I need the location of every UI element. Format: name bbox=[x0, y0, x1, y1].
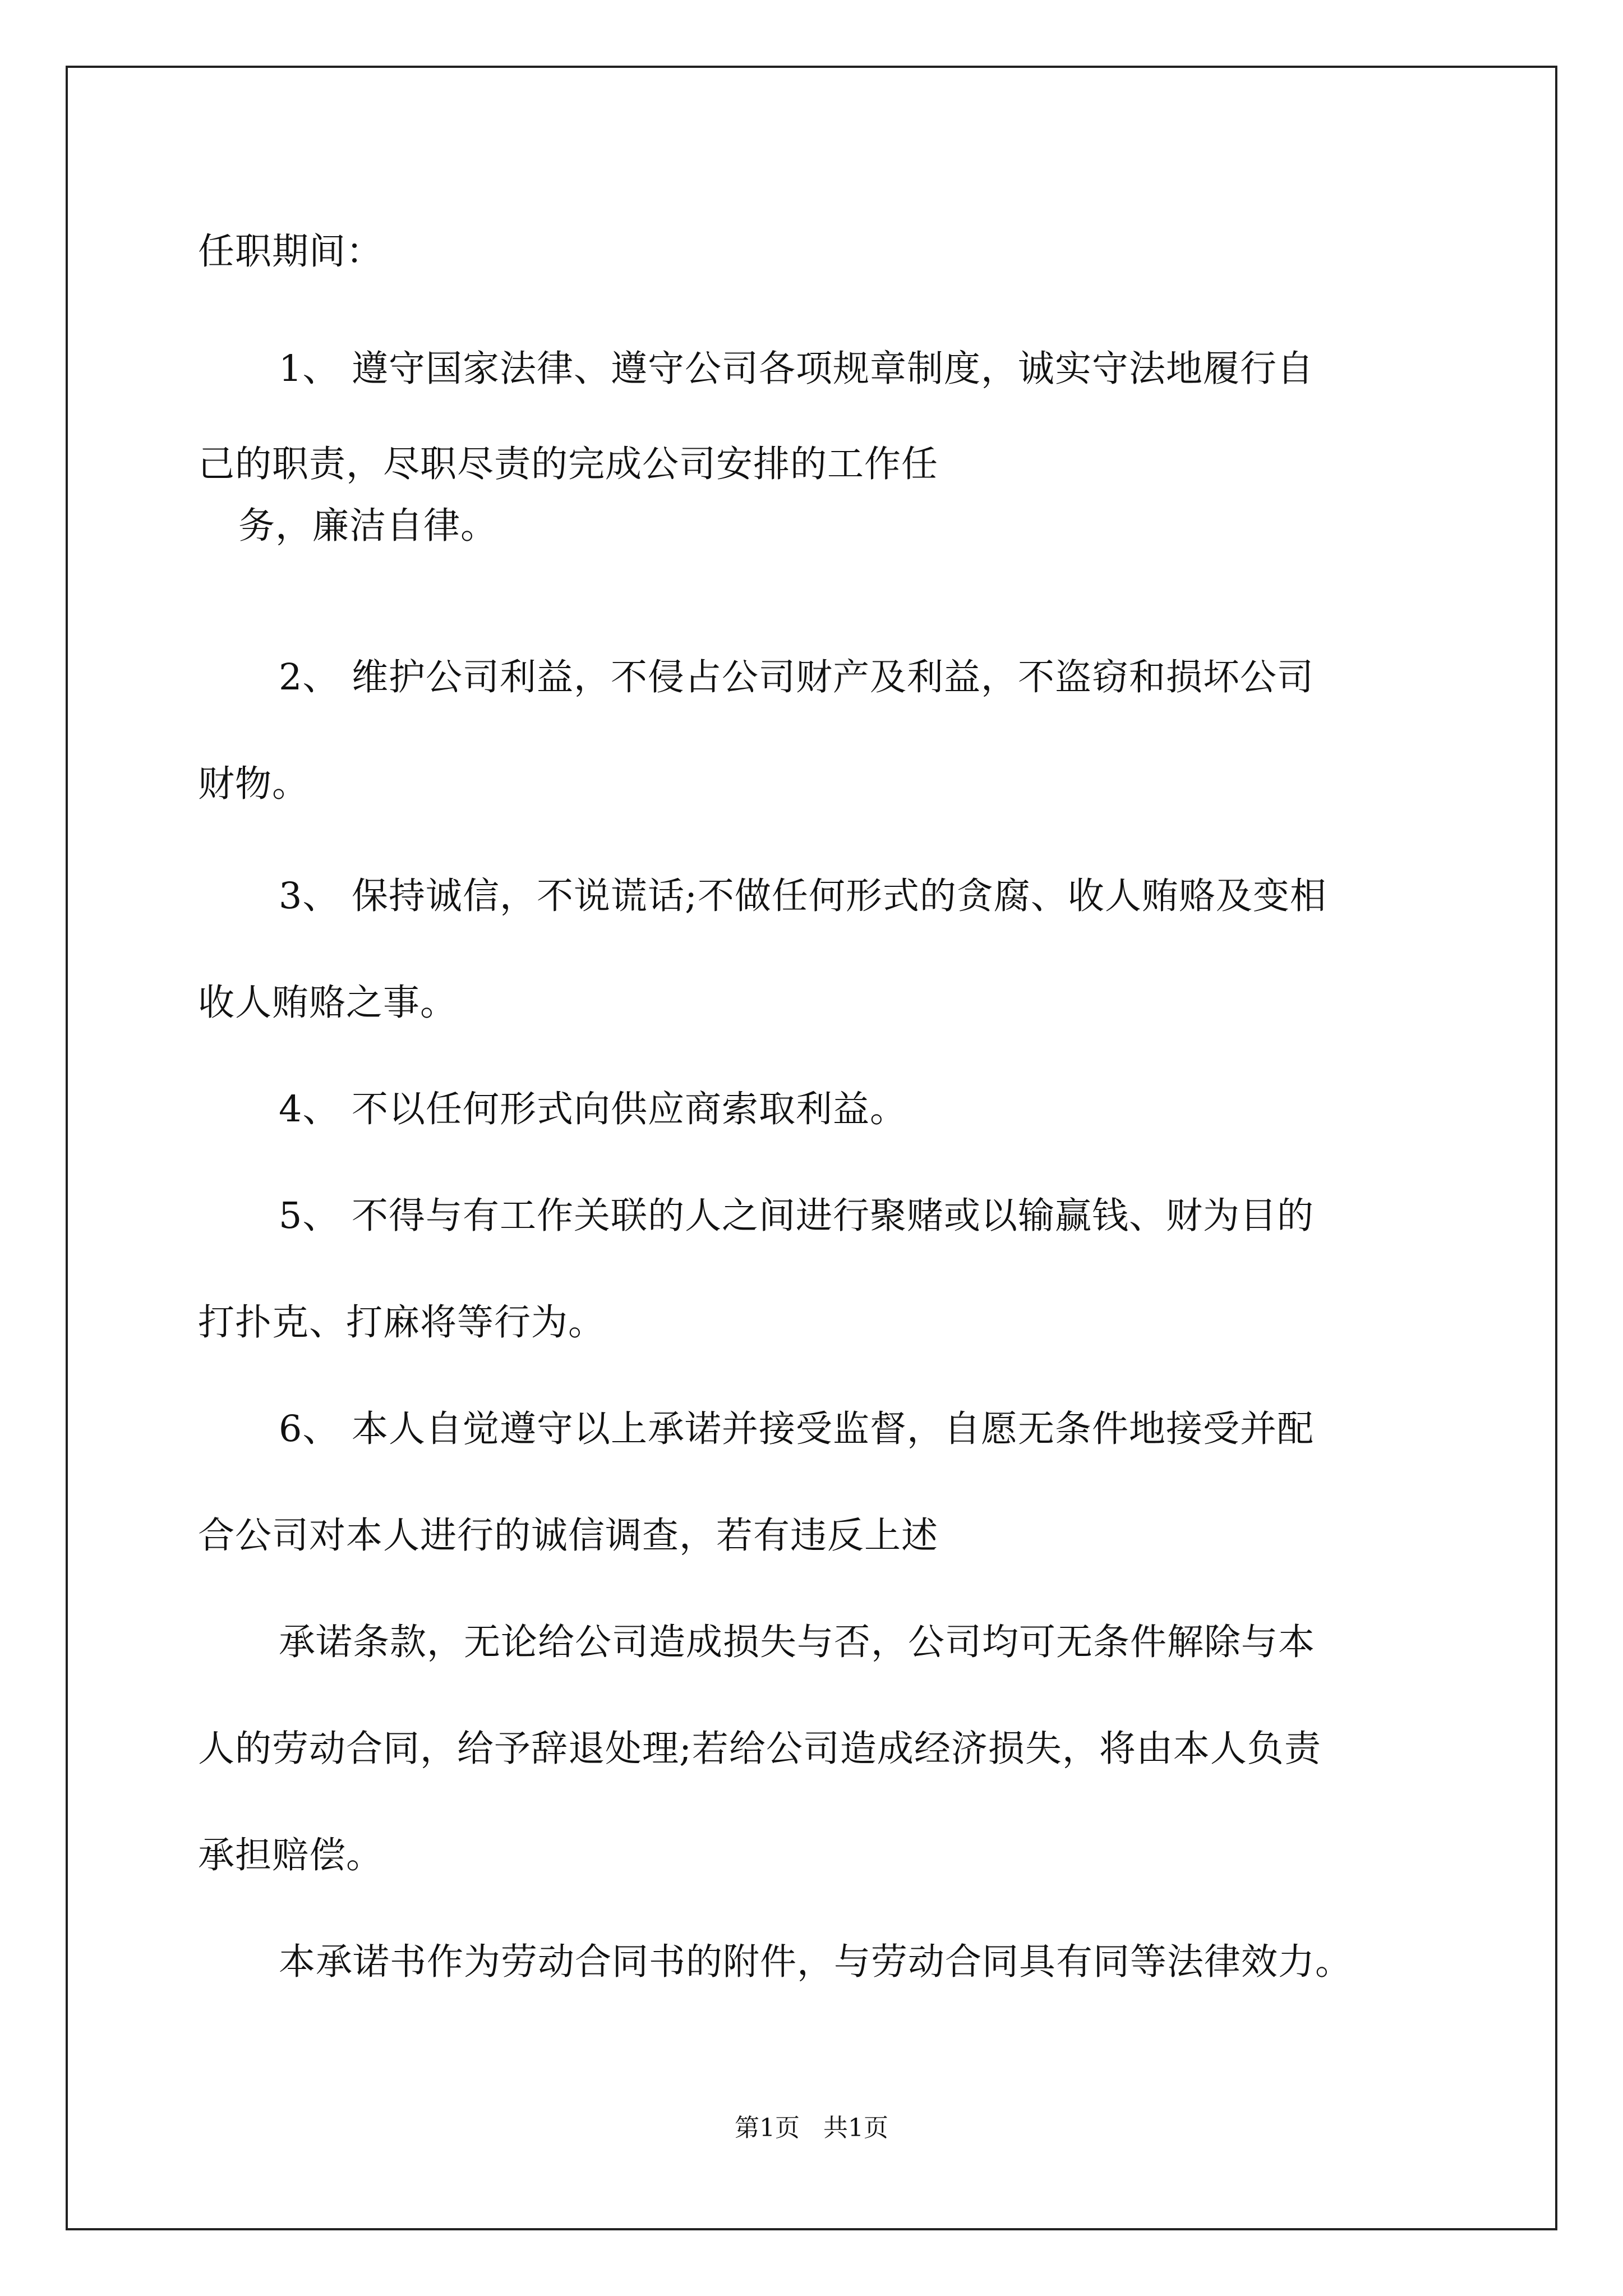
item-6-line-3: 承诺条款，无论给公司造成损失与否，公司均可无条件解除与本 bbox=[279, 1621, 1316, 1663]
item-6-line-5: 承担赔偿。 bbox=[198, 1834, 384, 1876]
item-3-line-1: 3、 保持诚信，不说谎话;不做任何形式的贪腐、收人贿赂及变相 bbox=[279, 875, 1327, 917]
item-6-line-2: 合公司对本人进行的诚信调查，若有违反上述 bbox=[198, 1515, 939, 1557]
item-6-line-1: 6、 本人自觉遵守以上承诺并接受监督，自愿无条件地接受并配 bbox=[279, 1408, 1315, 1450]
item-3-line-2: 收人贿赂之事。 bbox=[198, 982, 458, 1024]
item-6-line-4: 人的劳动合同，给予辞退处理;若给公司造成经济损失，将由本人负责 bbox=[198, 1728, 1321, 1770]
item-1-line-2: 己的职责，尽职尽责的完成公司安排的工作任 bbox=[198, 443, 939, 485]
item-1-line-3: 务，廉洁自律。 bbox=[238, 505, 498, 547]
item-5-line-2: 打扑克、打麻将等行为。 bbox=[198, 1301, 606, 1343]
closing-statement: 本承诺书作为劳动合同书的附件，与劳动合同具有同等法律效力。 bbox=[279, 1941, 1353, 1983]
item-2-line-2: 财物。 bbox=[198, 763, 310, 805]
page-number-footer: 第1页 共1页 bbox=[735, 2114, 888, 2142]
section-heading: 任职期间： bbox=[198, 231, 384, 273]
item-2-line-1: 2、 维护公司利益，不侵占公司财产及利益，不盗窃和损坏公司 bbox=[279, 656, 1315, 698]
item-1-line-1: 1、 遵守国家法律、遵守公司各项规章制度，诚实守法地履行自 bbox=[279, 348, 1315, 390]
item-5-line-1: 5、 不得与有工作关联的人之间进行聚赌或以输赢钱、财为目的 bbox=[279, 1195, 1315, 1237]
item-4-line-1: 4、 不以任何形式向供应商索取利益。 bbox=[279, 1088, 907, 1130]
